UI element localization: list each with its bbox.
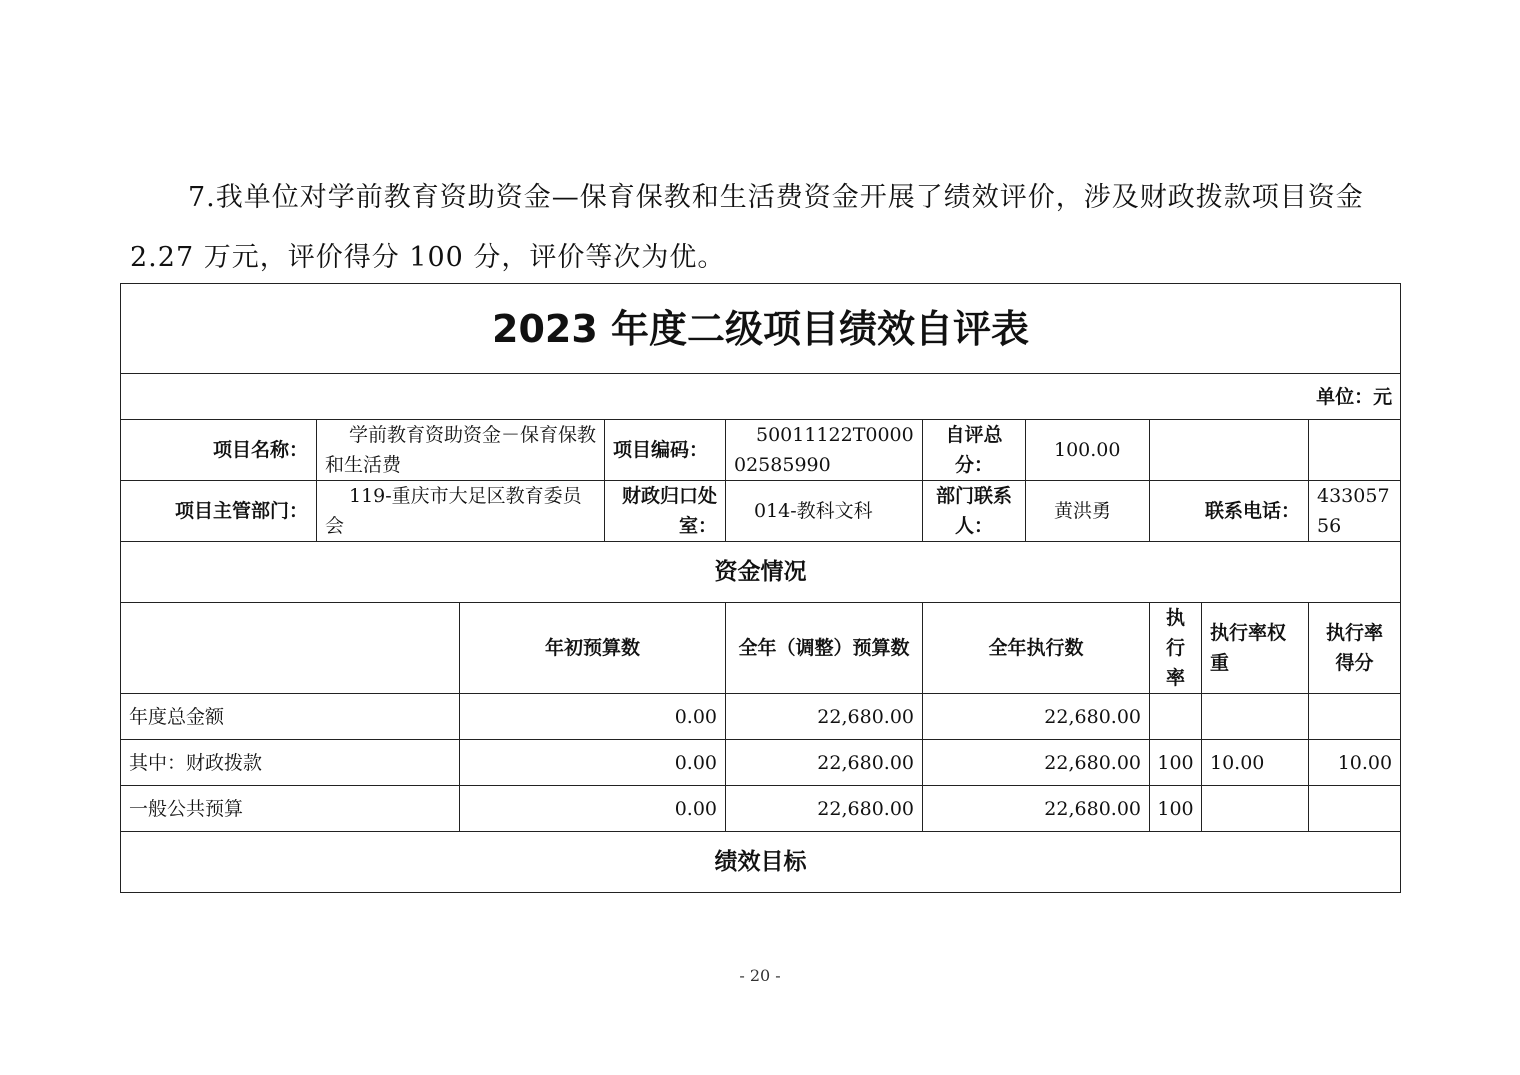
table-cell: 22,680.00 bbox=[726, 694, 923, 740]
empty-cell bbox=[1309, 420, 1401, 481]
table-cell: 10.00 bbox=[1202, 740, 1309, 786]
empty-cell bbox=[1150, 420, 1309, 481]
table-cell: 100 bbox=[1150, 786, 1202, 832]
funds-header-initial-budget: 年初预算数 bbox=[460, 603, 726, 694]
funds-header-execution-rate: 执行率 bbox=[1150, 603, 1202, 694]
project-code-value: 50011122T000002585990 bbox=[726, 420, 923, 481]
page-number: - 20 - bbox=[739, 966, 781, 985]
table-cell: 22,680.00 bbox=[923, 694, 1150, 740]
table-title: 2023 年度二级项目绩效自评表 bbox=[121, 284, 1401, 374]
table-cell: 22,680.00 bbox=[726, 786, 923, 832]
table-cell bbox=[1202, 694, 1309, 740]
self-score-value: 100.00 bbox=[1026, 420, 1150, 481]
project-code-label: 项目编码： bbox=[605, 420, 726, 481]
unit-label: 单位：元 bbox=[121, 374, 1401, 420]
self-score-label: 自评总分： bbox=[923, 420, 1026, 481]
funds-header-adjusted-budget: 全年（调整）预算数 bbox=[726, 603, 923, 694]
phone-label: 联系电话： bbox=[1150, 481, 1309, 542]
table-row-label: 一般公共预算 bbox=[121, 786, 460, 832]
funds-header-rate-weight: 执行率权重 bbox=[1202, 603, 1309, 694]
goals-section-heading: 绩效目标 bbox=[121, 832, 1401, 893]
finance-office-label: 财政归口处室： bbox=[605, 481, 726, 542]
table-cell: 22,680.00 bbox=[726, 740, 923, 786]
table-cell: 0.00 bbox=[460, 694, 726, 740]
table-cell bbox=[1202, 786, 1309, 832]
table-cell: 0.00 bbox=[460, 786, 726, 832]
contact-person-label: 部门联系人： bbox=[923, 481, 1026, 542]
table-cell: 10.00 bbox=[1309, 740, 1401, 786]
funds-header-rate-score: 执行率得分 bbox=[1309, 603, 1401, 694]
table-cell bbox=[1309, 694, 1401, 740]
project-name-label: 项目名称： bbox=[121, 420, 317, 481]
table-cell bbox=[1150, 694, 1202, 740]
table-cell: 22,680.00 bbox=[923, 786, 1150, 832]
department-value: 119-重庆市大足区教育委员会 bbox=[317, 481, 605, 542]
finance-office-value: 014-教科文科 bbox=[726, 481, 923, 542]
table-cell bbox=[1309, 786, 1401, 832]
intro-line-1: 7.我单位对学前教育资助资金—保育保教和生活费资金开展了绩效评价，涉及财政拨款项目资金 bbox=[188, 182, 1364, 213]
table-row-label: 年度总金额 bbox=[121, 694, 460, 740]
funds-header-blank bbox=[121, 603, 460, 694]
contact-person-value: 黄洪勇 bbox=[1026, 481, 1150, 542]
intro-line-2: 2.27 万元，评价得分 100 分，评价等次为优。 bbox=[130, 242, 726, 273]
department-label: 项目主管部门： bbox=[121, 481, 317, 542]
table-row-label: 其中：财政拨款 bbox=[121, 740, 460, 786]
funds-header-executed: 全年执行数 bbox=[923, 603, 1150, 694]
funds-section-heading: 资金情况 bbox=[121, 542, 1401, 603]
project-name-value: 学前教育资助资金－保育保教和生活费 bbox=[317, 420, 605, 481]
self-evaluation-table bbox=[120, 283, 1401, 893]
table-cell: 0.00 bbox=[460, 740, 726, 786]
table-cell: 22,680.00 bbox=[923, 740, 1150, 786]
phone-value: 43305756 bbox=[1309, 481, 1401, 542]
table-cell: 100 bbox=[1150, 740, 1202, 786]
